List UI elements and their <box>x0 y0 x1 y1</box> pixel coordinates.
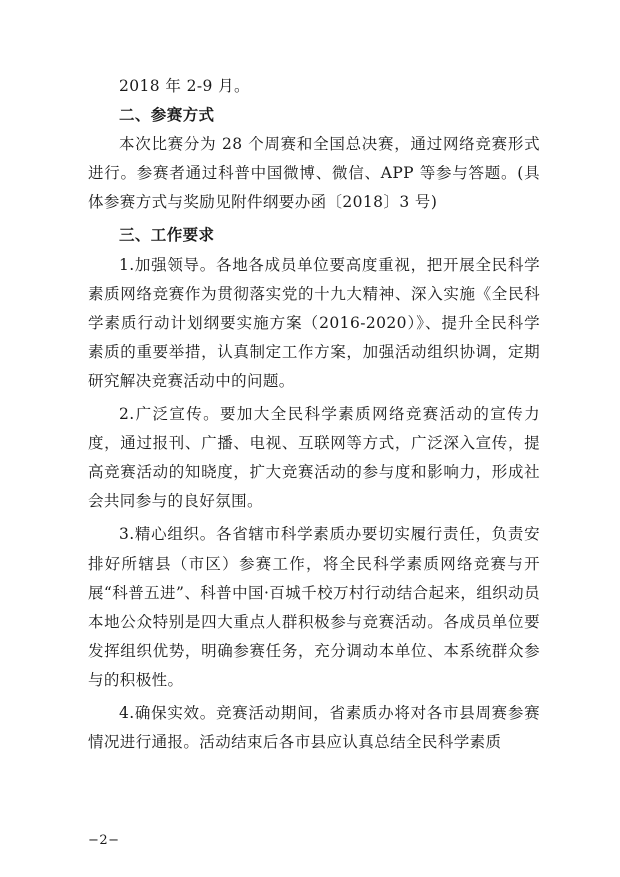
date-line: 2018 年 2-9 月。 <box>119 77 250 95</box>
page-number: −2− <box>88 833 120 848</box>
section-heading-requirements: 三、工作要求 <box>119 226 215 245</box>
section-heading-participation: 二、参赛方式 <box>119 106 215 125</box>
participation-paragraph: 本次比赛分为 28 个周赛和全国总决赛，通过网络竞赛形式进行。参赛者通过科普中国微博、微信、APP 等参与答题。(具体参赛方式与奖励见附件纲要办函〔2018〕3 号) <box>88 135 540 212</box>
document-body <box>88 72 540 757</box>
requirement-item-publicity: 2.广泛宣传。要加大全民科学素质网络竞赛活动的宣传力度，通过报刊、广播、电视、互联网等方式，广泛深入宣传，提高竞赛活动的知晓度，扩大竞赛活动的参与度和影响力，形成社会共同参与的良好氛围。 <box>88 405 540 511</box>
requirement-item-effectiveness: 4.确保实效。竞赛活动期间，省素质办将对各市县周赛参赛情况进行通报。活动结束后各市县应认真总结全民科学素质 <box>88 703 540 752</box>
requirement-item-leadership: 1.加强领导。各地各成员单位要高度重视，把开展全民科学素质网络竞赛作为贯彻落实党的十九大精神、深入实施《全民科学素质行动计划纲要实施方案（2016-2020）》、提升全民科学素质的重要举措，认真制定工作方案，加强活动组织协调，定期研究解决竞赛活动中的问题。 <box>88 255 540 390</box>
requirement-item-organization: 3.精心组织。各省辖市科学素质办要切实履行责任，负责安排好所辖县（市区）参赛工作，将全民科学素质网络竞赛与开展“科普五进”、科普中国·百城千校万村行动结合起来，组织动员本地公众特别是四大重点人群积极参与竞赛活动。各成员单位要发挥组织优势，明确参赛任务，充分调动本单位、本系统群众参与的积极性。 <box>88 525 540 689</box>
